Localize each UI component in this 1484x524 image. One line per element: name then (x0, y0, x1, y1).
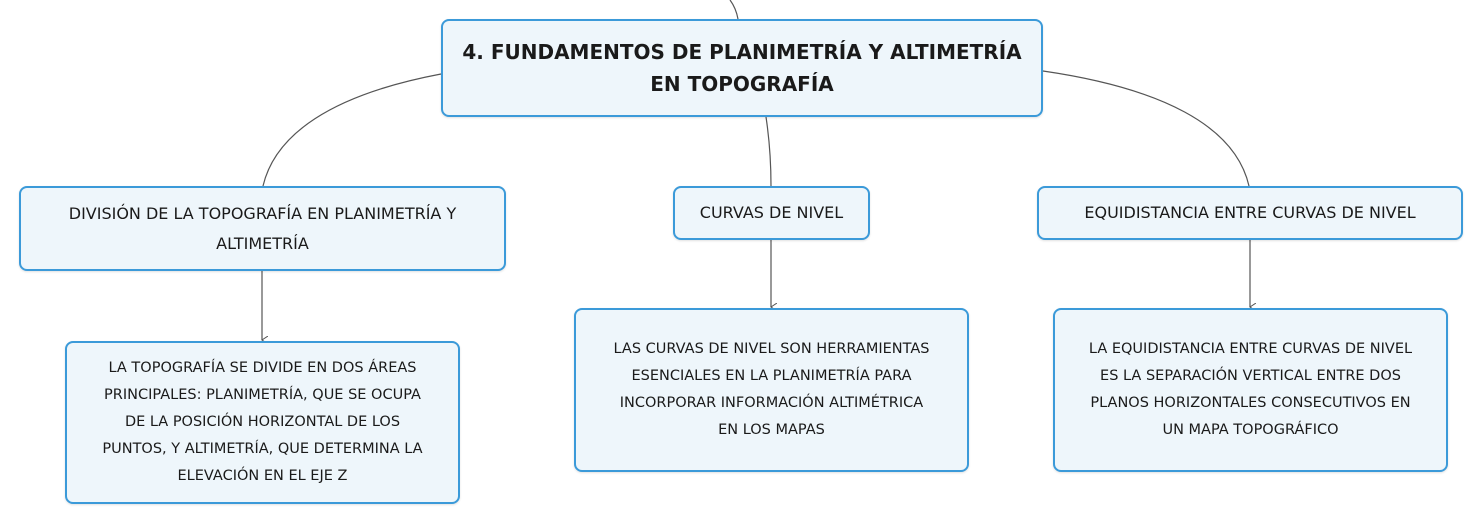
detail-equidistancia-line-3: PLANOS HORIZONTALES CONSECUTIVOS EN (1090, 395, 1411, 411)
topic-node-division[interactable] (19, 186, 506, 271)
detail-curvas-line-1: LAS CURVAS DE NIVEL SON HERRAMIENTAS (613, 341, 930, 357)
connector-parent-to-root (730, 0, 738, 19)
topic-node-equidistancia[interactable] (1037, 186, 1463, 240)
root-node[interactable] (441, 19, 1043, 117)
root-title-line-1: 4. FUNDAMENTOS DE PLANIMETRÍA Y ALTIMETRÍA (462, 40, 1022, 64)
connector-root-to-topic-division (263, 74, 441, 186)
detail-equidistancia-line-4: UN MAPA TOPOGRÁFICO (1162, 422, 1339, 438)
detail-division-line-2: PRINCIPALES: PLANIMETRÍA, QUE SE OCUPA (104, 387, 421, 403)
topic-node-curvas-de-nivel[interactable] (673, 186, 870, 240)
detail-curvas-line-4: EN LOS MAPAS (718, 422, 825, 438)
topic-curvas-line-1: CURVAS DE NIVEL (699, 203, 844, 222)
topic-division-line-2: ALTIMETRÍA (216, 233, 309, 253)
detail-division-line-3: DE LA POSICIÓN HORIZONTAL DE LOS (124, 414, 401, 430)
connector-root-to-topic-curvas (766, 117, 771, 186)
detail-division-line-5: ELEVACIÓN EN EL EJE Z (177, 468, 348, 484)
detail-division-line-4: PUNTOS, Y ALTIMETRÍA, QUE DETERMINA LA (102, 441, 423, 457)
topic-division-line-1: DIVISIÓN DE LA TOPOGRAFÍA EN PLANIMETRÍA Y (68, 203, 457, 223)
detail-curvas-line-2: ESENCIALES EN LA PLANIMETRÍA PARA (631, 368, 912, 384)
detail-node-equidistancia[interactable] (1053, 308, 1448, 472)
detail-node-curvas-de-nivel[interactable] (574, 308, 969, 472)
detail-curvas-line-3: INCORPORAR INFORMACIÓN ALTIMÉTRICA (619, 395, 924, 411)
detail-node-division[interactable] (65, 341, 460, 504)
detail-equidistancia-line-1: LA EQUIDISTANCIA ENTRE CURVAS DE NIVEL (1088, 341, 1413, 357)
detail-equidistancia-line-2: ES LA SEPARACIÓN VERTICAL ENTRE DOS (1100, 368, 1401, 384)
detail-division-line-1: LA TOPOGRAFÍA SE DIVIDE EN DOS ÁREAS (108, 360, 417, 376)
root-title-line-2: EN TOPOGRAFÍA (650, 72, 834, 96)
connector-root-to-topic-equidistancia (1043, 71, 1249, 186)
topic-equidistancia-line-1: EQUIDISTANCIA ENTRE CURVAS DE NIVEL (1084, 203, 1416, 222)
